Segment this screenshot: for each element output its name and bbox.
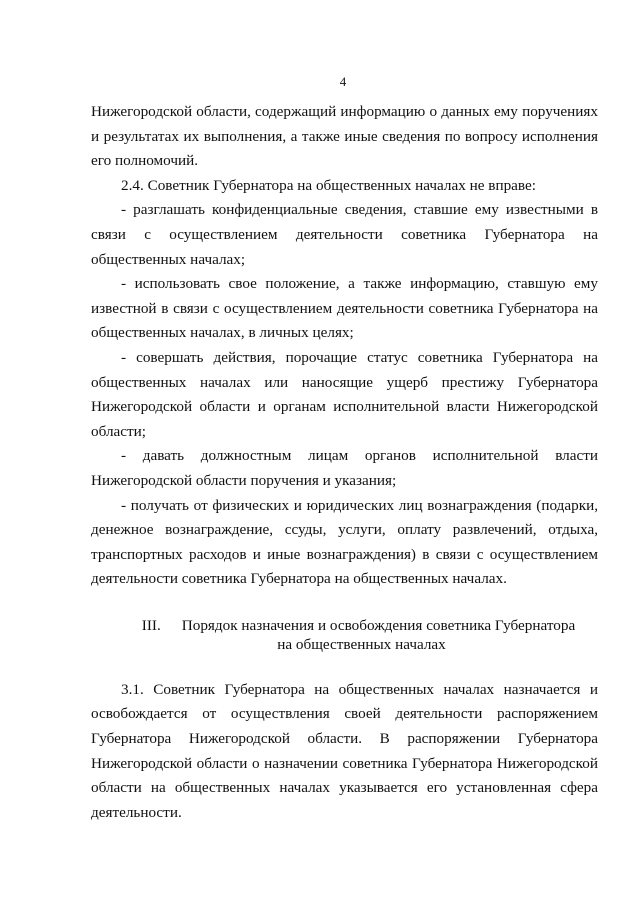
paragraph-3-1: 3.1. Советник Губернатора на общественных началах назначается и освобождается от осуществления своей деятельности распоряжением Губернатора Нижегородской области. В распоряжении Губернатора Нижегородской области о назначении советника Губернатора Нижегородской области на общественных началах указывается его установленная сфера деятельности. xyxy=(91,680,598,821)
paragraph-2-4: 2.4. Советник Губернатора на общественных началах не вправе: xyxy=(121,176,536,194)
list-item-use-position: - использовать свое положение, а также информацию, ставшую ему известной в связи с осуществлением деятельности советника Губернатора на общественных началах, в личных целях; xyxy=(91,275,598,342)
list-item-disclose: - разглашать конфиденциальные сведения, ставшие ему известными в связи с осуществлением деятельности советника Губернатора на общественных началах; xyxy=(91,201,598,268)
section-heading-3 xyxy=(91,616,598,654)
list-item-discredit: - совершать действия, порочащие статус советника Губернатора на общественных началах или наносящие ущерб престижу Губернатора Нижегородской области и органам исполнительной власти Нижегородской области; xyxy=(91,348,598,440)
list-item-receive-rewards: - получать от физических и юридических лиц вознаграждения (подарки, денежное вознаграждение, ссуды, услуги, оплату развлечений, отдыха, транспортных расходов и иные вознаграждения) в связи с осуществлением деятельности советника Губернатора на общественных началах. xyxy=(91,496,598,588)
list-item-give-orders: - давать должностным лицам органов исполнительной власти Нижегородской области поручения и указания; xyxy=(91,447,598,489)
paragraph-continuation: Нижегородской области, содержащий информацию о данных ему поручениях и результатах их выполнения, а также иные сведения по вопросу исполнения его полномочий. xyxy=(91,103,598,170)
section-title-line1: Порядок назначения и освобождения советника Губернатора xyxy=(181,616,576,634)
page-number: 4 xyxy=(339,74,347,89)
section-title-line2: на общественных началах xyxy=(277,635,446,653)
document-body xyxy=(91,100,598,825)
section-numeral: III. xyxy=(141,616,161,634)
